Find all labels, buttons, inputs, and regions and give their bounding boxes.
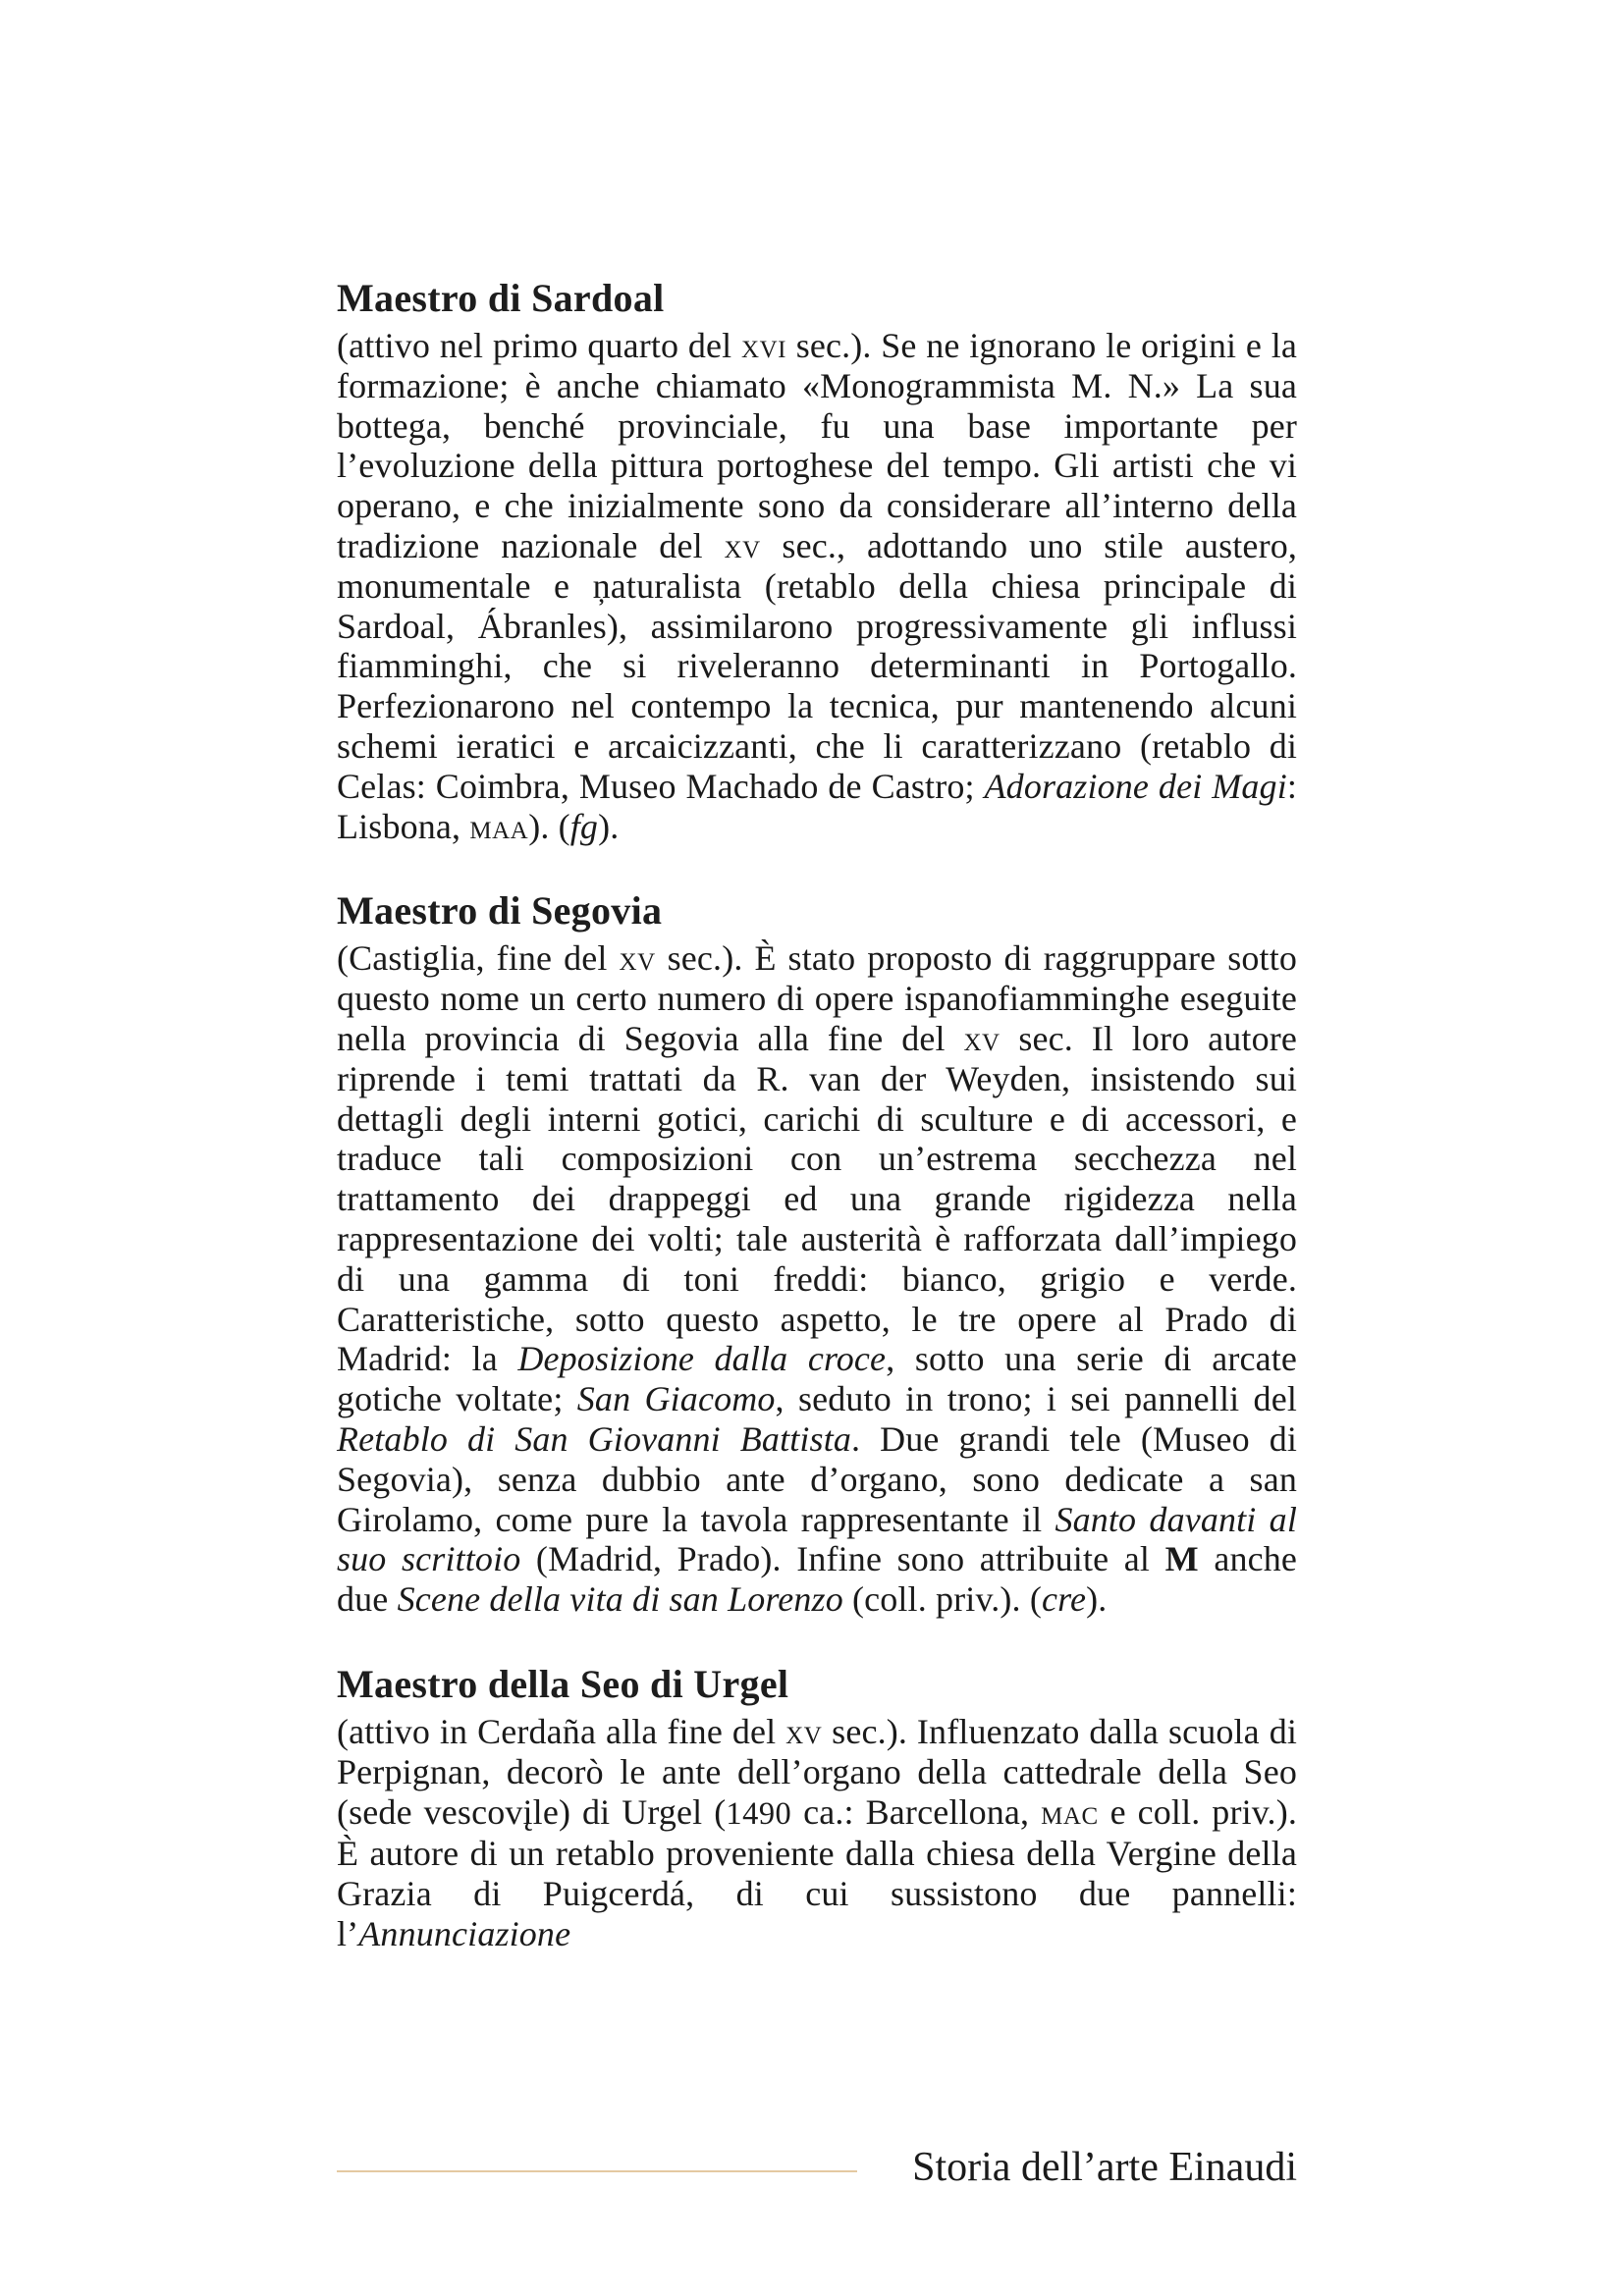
italic-title: Santo davanti al suo scrittoio bbox=[337, 1499, 1297, 1579]
entry-maestro-di-segovia bbox=[337, 883, 1297, 1620]
small-caps-text: xvi bbox=[741, 326, 786, 365]
text-run: sec.). Influenzato dalla scuola di Perpignan, decorò le ante dell’organo della cattedrale della Seo (sede vescovįle) di Urgel ( bbox=[337, 1711, 1297, 1832]
text-run: (Madrid, Prado). Infine sono attribuite al bbox=[520, 1539, 1165, 1579]
text-run: sec. Il loro autore riprende i temi trattati da R. van der Weyden, insistendo sui dettagli degli interni gotici, carichi di sculture e di accessori, e traduce tali composizioni con un’estrema secchezza nel trattamento dei drappeggi ed una grande rigidezza nella rappresentazione dei volti; tale austerità è rafforzata dall’impiego di una gamma di toni freddi: bianco, grigio e verde. Caratteristiche, sotto questo aspetto, le tre opere al Prado di Madrid: la bbox=[337, 1018, 1297, 1379]
text-run: ca.: Barcellona, bbox=[791, 1791, 1042, 1832]
entry-heading: Maestro di Segovia bbox=[337, 888, 663, 934]
italic-title: cre bbox=[1042, 1579, 1087, 1620]
small-caps-text: xv bbox=[724, 525, 761, 565]
small-caps-text: xv bbox=[785, 1711, 823, 1751]
italic-title: Adorazione dei Magi bbox=[984, 766, 1287, 806]
entry-body bbox=[337, 326, 1297, 846]
text-run: (coll. priv.). ( bbox=[842, 1579, 1042, 1620]
entry-heading: Maestro di Sardoal bbox=[337, 276, 665, 320]
text-run: ). bbox=[598, 806, 620, 846]
italic-title: Annunciazione bbox=[358, 1913, 571, 1953]
text-run: sec., adottando uno stile austero, monumentale e ņaturalista (retablo della chiesa principale di Sardoal, Ábranles), assimilarono progressivamente gli influssi fiamminghi, che si riveleranno determinanti in Portogallo. Perfezionarono nel contempo la tecnica, pur mantenendo alcuni schemi ieratici e arcaicizzanti, che li caratterizzano (retablo di Celas: Coimbra, Museo Machado de Castro; bbox=[337, 525, 1298, 806]
text-run: : Lisbona, bbox=[337, 766, 1297, 846]
text-column bbox=[337, 271, 1297, 1992]
text-run: e coll. priv.). È autore di un retablo proveniente dalla chiesa della Vergine della Grazia di Puigcerdá, di cui sussistono due pannelli: l’ bbox=[337, 1791, 1297, 1953]
italic-title: Deposizione dalla croce bbox=[517, 1339, 887, 1379]
text-run: anche due bbox=[337, 1539, 1298, 1620]
italic-title: San Giacomo bbox=[576, 1379, 776, 1419]
footer-rule bbox=[337, 2170, 857, 2172]
text-run: (attivo nel primo quarto del bbox=[337, 326, 742, 365]
text-run: sec.). Se ne ignorano le origini e la formazione; è anche chiamato «Monogrammista M. N.» La sua bottega, benché provinciale, fu una base importante per l’evoluzione della pittura portoghese del tempo. Gli artisti che vi operano, e che inizialmente sono da considerare all’interno della tradizione nazionale del bbox=[337, 326, 1297, 565]
text-run: , sotto una serie di arcate gotiche voltate; bbox=[337, 1339, 1297, 1419]
bold-abbrev: M bbox=[1164, 1539, 1199, 1579]
entry-body bbox=[337, 1712, 1297, 1954]
number-text: 1490 bbox=[726, 1795, 792, 1832]
small-caps-text: mac bbox=[1041, 1791, 1099, 1832]
text-run: ). ( bbox=[528, 806, 570, 846]
small-caps-text: maa bbox=[469, 806, 529, 846]
text-run: sec.). È stato proposto di raggruppare sotto questo nome un certo numero di opere ispanofiamminghe eseguite nella provincia di Segovia alla fine del bbox=[337, 938, 1298, 1058]
italic-title: fg bbox=[569, 806, 599, 846]
footer-title: Storia dell’arte Einaudi bbox=[912, 2145, 1297, 2190]
small-caps-text: xv bbox=[963, 1018, 1001, 1058]
italic-title: Scene della vita di san Lorenzo bbox=[397, 1579, 843, 1620]
entry-heading: Maestro della Seo di Urgel bbox=[337, 1661, 789, 1706]
text-run: . Due grandi tele (Museo di Segovia), senza dubbio ante d’organo, sono dedicate a san Girolamo, come pure la tavola rappresentante il bbox=[337, 1418, 1297, 1539]
small-caps-text: xv bbox=[619, 938, 656, 979]
text-run: (Castiglia, fine del bbox=[337, 938, 620, 979]
text-run: (attivo in Cerdaña alla fine del bbox=[337, 1711, 786, 1751]
entry-body bbox=[337, 938, 1297, 1620]
text-run: , seduto in trono; i sei pannelli del bbox=[775, 1379, 1297, 1419]
entry-maestro-della-seo-di-urgel bbox=[337, 1657, 1297, 1954]
entry-maestro-di-sardoal bbox=[337, 271, 1297, 846]
italic-title: Retablo di San Giovanni Battista bbox=[337, 1418, 851, 1459]
text-run: ). bbox=[1086, 1579, 1108, 1620]
